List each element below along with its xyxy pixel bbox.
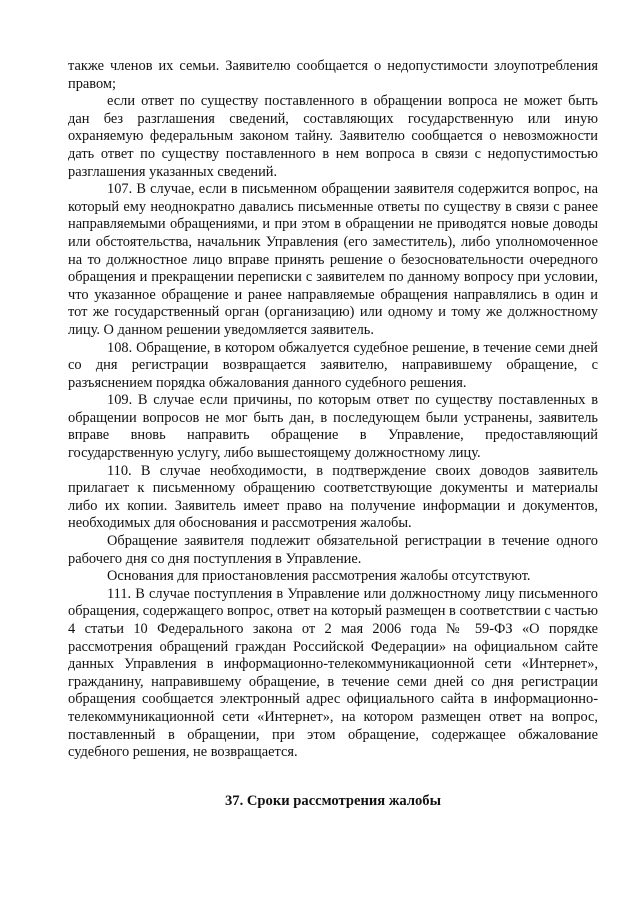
paragraph-continuation: также членов их семьи. Заявителю сообщается о недопустимости злоупотребления правом; [68,58,598,92]
paragraph-108: 108. Обращение, в котором обжалуется судебное решение, в течение семи дней со дня регистрации возвращается заявителю, направившему обращение, с разъяснением порядка обжалования данного судебного решения. [68,339,598,391]
document-page [68,58,598,810]
paragraph-registration: Обращение заявителя подлежит обязательной регистрации в течение одного рабочего дня со дня поступления в Управление. [68,533,598,567]
paragraph-107: 107. В случае, если в письменном обращении заявителя содержится вопрос, на который ему неоднократно давались письменные ответы по существу в связи с ранее направляемыми обращениями, и при этом в обращении не приводятся новые доводы или обстоятельства, начальник Управления (его заместитель), либо уполномоченное на то должностное лицо вправе принять решение о безосновательности очередного обращения и прекращении переписки с заявителем по данному вопросу при условии, что указанное обращение и ранее направляемые обращения направлялись в один и тот же государственный орган (организацию) или одному и тому же должностному лицу. О данном решении уведомляется заявитель. [68,181,598,338]
paragraph-110: 110. В случае необходимости, в подтверждение своих доводов заявитель прилагает к письменному обращению соответствующие документы и материалы либо их копии. Заявитель имеет право на получение информации и документов, необходимых для обоснования и рассмотрения жалобы. [68,462,598,532]
paragraph-secret-info: если ответ по существу поставленного в обращении вопроса не может быть дан без разглашения сведений, составляющих государственную или иную охраняемую федеральным законом тайну. Заявителю сообщается о невозможности дать ответ по существу поставленного в нем вопроса в связи с недопустимостью разглашения указанных сведений. [68,93,598,180]
paragraph-no-suspension: Основания для приостановления рассмотрения жалобы отсутствуют. [107,568,531,585]
section-heading: 37. Сроки рассмотрения жалобы [224,792,441,809]
paragraph-109: 109. В случае если причины, по которым ответ по существу поставленных в обращении вопросов не мог быть дан, в последующем были устранены, заявитель вправе вновь направить обращение в Управление, предоставляющий государственную услугу, либо вышестоящему должностному лицу. [68,392,598,462]
paragraph-111: 111. В случае поступления в Управление или должностному лицу письменного обращения, содержащего вопрос, ответ на который размещен в соответствии с частью 4 статьи 10 Федерального закона от 2 мая 2006 года № 59-ФЗ «О порядке рассмотрения обращений граждан Российской Федерации» на официальном сайте данных Управления в информационно-телекоммуникационной сети «Интернет», гражданину, направившему обращение, в течение семи дней со дня регистрации обращения сообщается электронный адрес официального сайта в информационно-телекоммуникационной сети «Интернет», на котором размещен ответ на вопрос, поставленный в обращении, при этом обращение, содержащее обжалование судебного решения, не возвращается. [68,585,598,761]
